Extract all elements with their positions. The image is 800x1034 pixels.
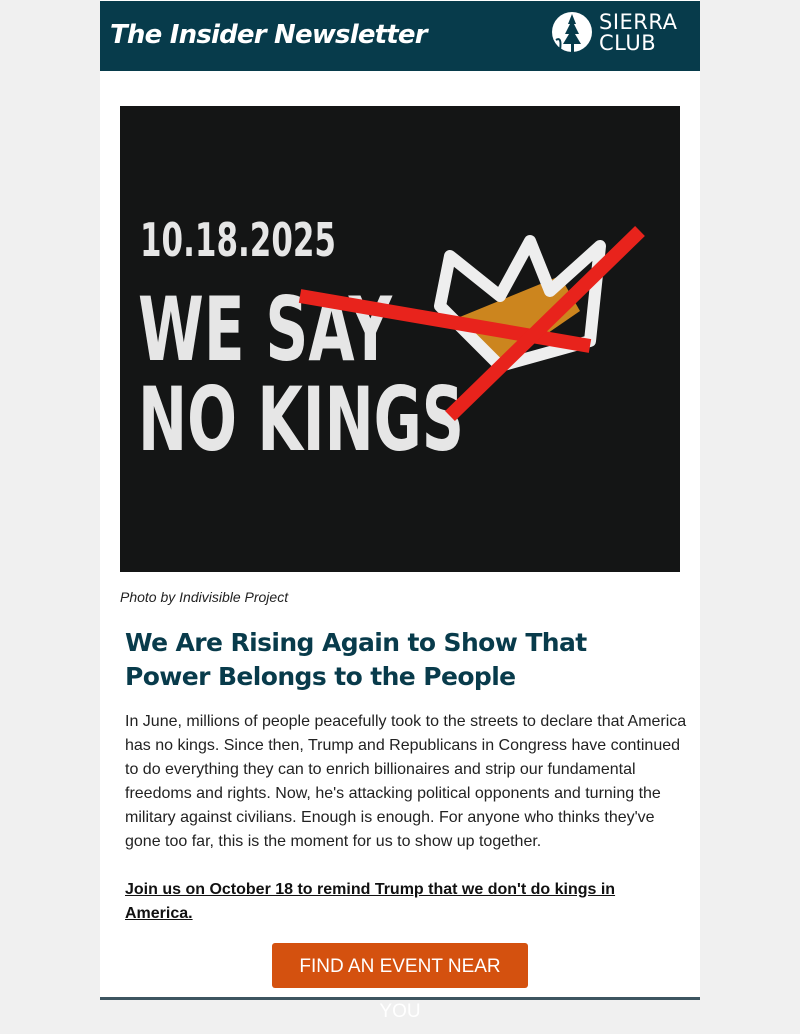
article-headline: We Are Rising Again to Show That Power Belongs to the People bbox=[125, 628, 587, 691]
find-event-button[interactable]: FIND AN EVENT NEAR YOU bbox=[272, 943, 528, 988]
tree-globe-icon bbox=[548, 10, 596, 60]
hero-line2: NO KINGS bbox=[138, 368, 464, 471]
newsletter-title: The Insider Newsletter bbox=[110, 20, 427, 50]
sierra-club-logo[interactable] bbox=[548, 10, 678, 62]
hero-image bbox=[120, 106, 680, 572]
logo-text-sierra: SIERRA bbox=[599, 10, 678, 34]
photo-caption: Photo by Indivisible Project bbox=[120, 589, 289, 605]
logo-text-club: CLUB bbox=[599, 31, 657, 55]
hero-line1: WE SAY bbox=[138, 278, 393, 381]
header-banner bbox=[100, 1, 700, 71]
join-us-link[interactable]: Join us on October 18 to remind Trump that we don't do kings in America. bbox=[125, 881, 616, 922]
article-body: In June, millions of people peacefully took to the streets to declare that America has no kings. Since then, Trump and Republicans in Congress have continued to do everything they can to enrich billionaires and strip our fundamental freedoms and rights. Now, he's attacking political opponents and turning the military against civilians. Enough is enough. For anyone who thinks they've gone too far, this is the moment for us to show up together. bbox=[125, 713, 687, 850]
newsletter bbox=[100, 0, 700, 1022]
hero-date: 10.18.2025 bbox=[140, 213, 336, 267]
